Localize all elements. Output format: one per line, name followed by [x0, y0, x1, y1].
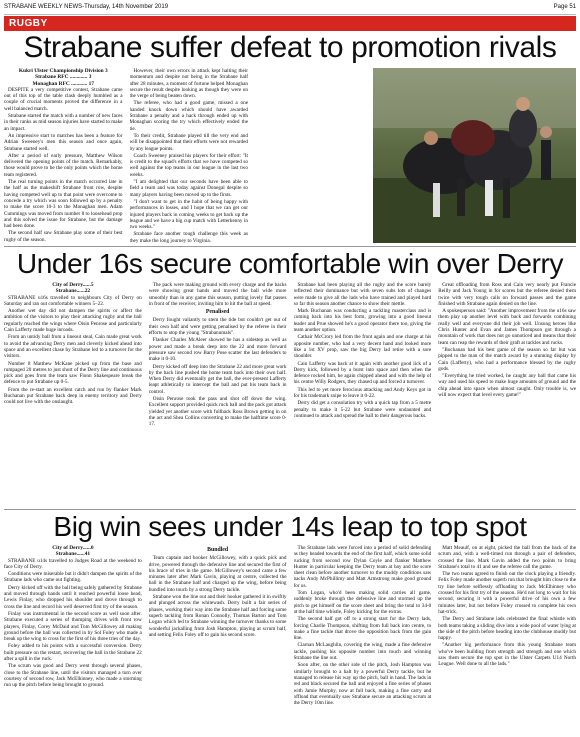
story3-result-line: City of Derry......0	[52, 545, 94, 551]
story3-paragraph: The scrum was good and Derry went through several phases, close to the Strabane line, until the visitors managed a turn over courtesy of second row, Jack McElhinney, who made a storming run up the pitch before being brought to ground.	[4, 663, 142, 689]
story1-paragraph: "I don't want to get in the habit of being happy with performances in losses, and I hope that we can get our injured players back in coming weeks to get back up the league and we have a big cup match with Letterkenny in two weeks."	[129, 198, 248, 231]
story1-column-2	[130, 68, 249, 244]
story1-paragraph: To their credit, Strabane played till the very end and will be disappointed that their efforts were not rewarded by any league points.	[129, 132, 248, 152]
masthead-page-number: Page 51	[553, 4, 576, 10]
story2-paragraph: Derry fought valiantly to stem the tide but couldn't get out of their own half and were getting penalised by the referee in their efforts to stop the young "Strabanumals".	[148, 317, 287, 337]
story3-paragraph: The two teams agreed to finish out the clock playing a friendly. Felix Foley made another superb run that brought him close to the try line before selflessly offloading to Jack McElhinney who crossed for his first try of the season. He'd not long to wait for his second, securing it with a powerful drive of his own a few minutes later, but not before Foley crossed to complete his own hat-trick.	[438, 571, 576, 615]
story3-paragraph: "Another big performance from this young Strabane team who've been building from strength and strength and one which saw them secure the top spot in the Ulster Carpets U14 North League. Well done to all the lads."	[438, 642, 576, 668]
masthead-publication: STRABANE WEEKLY NEWS-Thursday, 14th November 2019	[4, 4, 169, 10]
story2-column-3	[294, 282, 432, 506]
masthead	[4, 2, 576, 15]
story2-paragraph: The pack were making ground with every charge and the backs were showing great hands and moved the ball wide more smoothly than in any game this season, putting lovely flat passes in front of the receiver, inviting him to hit the ball at speed.	[148, 282, 287, 307]
story2-paragraph: From an untidy ball from a lineout steal, Cain made great work to avoid the advancing Derry men and cleverly kicked ahead into space and an excellent chase by Strabane led to a turnover for the visitors.	[4, 334, 142, 360]
story1-paragraph: Strabane started the match with a number of new faces in their ranks as mid season injuries have started to make an impact.	[4, 113, 123, 132]
story3-paragraph: Matt Meaulf, on at eight, picked the ball from the back of the scrum and, with a well-timed run through a pair of defenders, crossed the line. Mark Gavin added the two points to bring Strabane's total to 41 and see the referee call the game.	[438, 545, 576, 570]
story1-column-1	[4, 68, 123, 244]
story2-paragraph: Derry did get a consolation try with a quick tap from a 5 metre penalty to make it 5-22 but Strabane were undaunted and continued to attack and spread the ball to their dangerous backs.	[293, 400, 432, 419]
story2-paragraph: Flanker Charles McAleer showed he has a sidestep as well as power and made a break deep into the 22 and more forward pressure saw second row Barry Pose scatter the last defenders to make it 0-10.	[148, 337, 287, 363]
story3-paragraph: Soon after, on the other side of the pitch, Josh Hampton was similarly brought to a halt by a powerful Derry tackle, but he managed to release his way up the pitch, ball in hand. The lads in red and black secured the ball and enjoyed a fine series of phases with Jamie Murphy, now at full back, making a fine carry and offload that eventually saw Strabane secure an attacking scrum at the Derry 10m line.	[293, 662, 432, 707]
story2-paragraph: Number 8 Matthew McKane picked up from the base and rumpaged 20 metres to just short of the Derry line and continuous pick and goes from the team saw Fionn Shakespeare break the defence to put Strabane up 0-5.	[4, 360, 142, 386]
story1-body	[4, 68, 248, 244]
story3-paragraph: STRABANE u14s travelled to Judges Road at the weekend to face City of Derry.	[4, 557, 142, 570]
story3-column-2	[149, 545, 287, 735]
story2-paragraph: Cain Lafferty was back at it again with another good lick of a Derry kick, followed by a burst into space and then when the defence rocked him, he again chipped ahead and with the help of his centre Willy Rodgers, they chased up and forced a turnover.	[293, 360, 432, 386]
story2-paragraph: Another wet day did not dampen the spirits or affect the ambition of the visitors to play their attacking rugby and the ball regularly reached the wings where Oisin Penrose and particularly Cain Lafferty made huge inroads.	[4, 308, 142, 334]
headline-under-14s: Big win sees under 14s leap to top spot	[53, 511, 527, 542]
story3-column-4	[438, 545, 576, 735]
story3-body	[4, 545, 576, 735]
story3-paragraph: Team captain and hooker McGillowey, with a quick pick and drive, powered through the defensive line and secured the first of his brace of tries in the game. McGillowey's second came a few minutes later after Mark Gavin, playing at centre, collected the ball in the Strabane half and charged up the wing, before being bundled into touch by a strong Derry tackle.	[148, 555, 287, 593]
story2-paragraph: STRABANE u16s travelled to neighbours City of Derry on Saturday and ran out comfortable winners 5–22.	[4, 294, 142, 307]
story2-result-line: Strabane......22	[55, 288, 91, 295]
story3-paragraph: The second half got off to a strong start for the Derry lads, forcing Charlie Thompson, shifting from full back into centre, to make a fine tackle that drove the opposition back from the gain line.	[293, 616, 432, 642]
story3-subhead: Bundled	[207, 547, 229, 553]
headline-under-16s: Under 16s secure comfortable win over Derry	[16, 248, 564, 279]
story2-paragraph: Strabane had been playing all the rugby and the score barely reflected their dominance but with seven subs lots of changes were made to give all the lads who have trained and played hard so far this season another chance to show their mettle.	[293, 282, 432, 307]
story1-paragraph: The second half saw Strabane play some of their best rugby of the season.	[4, 230, 123, 243]
story2-column-2	[149, 282, 287, 506]
story3-result-line: Strabane......41	[55, 551, 91, 558]
story1-paragraph: After a period of early pressure, Matthew Wilson delivered the opening points of the match. Remarkably, those would prove to be the only points which the home team registered.	[4, 152, 123, 178]
story2-subhead: Penalised	[205, 309, 230, 316]
story1-paragraph: An impressive start to matches has been a feature for Adrian Sweeney's men this season and once again, Strabane started well.	[4, 132, 123, 152]
story2-paragraph: A spokesperson said: "Another improvement from the u16s saw them play up another level with back and forwards combining really well and everyone did their job well. Unsung heroes like Chris Hunter and Evan and James Thompson got through a mountain of work that does not go unnoticed and means that their team can reap the rewards of their graft at tackles and rucks.	[438, 308, 576, 346]
story2-paragraph: Derry kicked off deep into the Strabane 22 and more great work by the back line pushed the home team back into their own half. When Derry did eventually get the ball, the ever-present Lafferty leapt athletically to intercept the ball and put his team back in control.	[148, 363, 287, 395]
story2-result-line: City of Derry......5	[52, 282, 94, 288]
story1-paragraph: The real turning points in the match occurred late in the half as the makeshift Strabane front row, despite having competed well up to that point were overcome to concede a try which was soon followed up by a penalty to make the score 10-3 to the Monaghan men. Adam Cummings was moved from number 8 to loosehead prop and this solved the issue for Strabane, but the damage had been done.	[4, 179, 123, 230]
story1-paragraph: The referee, who had a good game, missed a one handed knock down which should have awarded Strabane a penalty and a hack through ended up with Monaghan scoring the try which effectively ended the tie.	[129, 100, 248, 132]
story3-paragraph: The Strabane lads were forced into a period of solid defending as they headed towards the end of the first half, which some solid rucking from second row Dylan Coyle and flanker Matthew Hunter in particular keeping the Derry team at bay and the score sheet clean before another turnover to the muddy conditions saw backs Andy McPhillimy and Matt Armstrong make good ground for us.	[293, 545, 432, 589]
story1-paragraph: Strabane face another tough challenge this week as they make the long journey to Virginia.	[129, 231, 248, 244]
story3-paragraph: The Derry and Strabane lads celebrated the final whistle with both teams taking a sliding dive into a wide pool of water lying at the side of the pitch before heading into the clubhouse muddy but happy.	[438, 616, 576, 642]
story3-paragraph: Conditions were miserable but it didn't dampen the spirits of the Strabane lads who came out fighting.	[4, 571, 142, 584]
story1-paragraph: Coach Sweeney praised his players for their effort: "It is credit to the squad's efforts that we have competed so well against the top teams in our league in the last two weeks.	[129, 152, 248, 178]
story1-result-line: Kukri Ulster Championship Division 3	[18, 68, 108, 74]
story3-paragraph: Derry kicked off with the ball being safely gathered by Strabane and moved through hands until it reached powerful loose head, Lewis Finlay, who dropped his shoulder and drove through to cross the line and record his well deserved first try of the season.	[4, 584, 142, 610]
story2-column-1	[4, 282, 142, 506]
story2-paragraph: This led to yet more ferocious attacking and Andy Keys got in for his trademark snipe to leave it 0-22.	[293, 386, 432, 400]
story2-paragraph: "Buchanan had his best game of the season so far but was pipped to the man of the match award by a stunning display by Cain (Lafferty), who had a performance blessed by the rugby gods.	[438, 346, 576, 372]
story2-paragraph: Cathair McCrory led from the front again and one charge at his opposite number, who had a very decent hand and looked more like a 1st XV prop, saw the big Derry lad retire with a sore shoulder.	[293, 334, 432, 360]
story1-paragraph: DESPITE a very competitive contest, Strabane came out of this top of the table clash deeply humbled as a couple of crucial moments proved the difference in a well balanced match.	[4, 86, 123, 112]
headline-strabane-defeat: Strabane suffer defeat to promotion rivals	[23, 31, 557, 64]
story3-paragraph: Tom Logan, who'd been making solid carries all game, suddenly broke through the defensive line and stormed up the pitch to get himself on the score sheet and bring the total to 34-0 at the half time whistle, Foley kicking for the extras.	[293, 590, 432, 615]
story2-paragraph: From the re-start an excellent catch and run by flanker Mark Buchanan put Strabane back deep in enemy territory and Derry could not live with the onslaught.	[4, 386, 142, 406]
story3-column-1	[4, 545, 142, 735]
story1-paragraph: "I am delighted that our seconds have been able to field a team and was today against Donegal despite so many players having been moved up to the firsts.	[129, 179, 248, 198]
section-label: RUGBY	[4, 16, 576, 31]
story2-column-4	[438, 282, 576, 506]
story3-paragraph: Ciarnan McLaughlin, covering the wing, made a fine defensive tackle, pushing his opposite number into touch and winning Strabane the line out.	[293, 642, 432, 662]
story3-column-3	[294, 545, 432, 735]
story2-paragraph: Oisin Penrose took the pass and shot off down the wing. Excellent support provided quick ruck ball and the pack got attack yielded yet another score with fullback Ross Brown getting in on the act and Shea Collins converting to make the halftime score 0-17.	[148, 396, 287, 428]
story1-result-line: Monaghan RFC ............ 17	[32, 80, 95, 87]
story3-paragraph: Finlay was instrumental in the second score as well soon after. Strabane executed a series of thumping drives with front row players, Finlay, Corey McDaid and Tom McGillowey all making ground before the ball was collected in by Sol Foley who made a break up the wing to cross for the first of his three tries of the day.	[4, 610, 142, 643]
story3-paragraph: Foley added to his points with a successful conversion. Derry built pressure on the restart, recovering the ball in the Strabane 22 after a spill in the ruck.	[4, 643, 142, 663]
story2-paragraph: Great offloading from Ross and Cain very nearly put Francie Reilly and Jack Young in for scores but the referee denied them twice with very tough calls on forward passes and the game finished with Strabane again denied on the line.	[438, 282, 576, 307]
story1-result-line: Strabane RFC ............. 3	[35, 74, 92, 81]
rugby-match-photo	[373, 68, 576, 243]
story2-paragraph: Mark Buchanan was conducting a tackling masterclass and is coming back into his best form, growing into a good lineout leader and Prue showed he's a good operator there too, giving the team another option.	[293, 308, 432, 334]
story2-paragraph: "Everything he tried worked, he caught any ball that came his way and used his speed to make huge amounts of ground and the chip ahead into space when almost caught. Only trouble is, we will now expect that level every game!"	[438, 373, 576, 399]
story2-body	[4, 282, 576, 506]
story1-paragraph: However, their own errors in attack kept halting their momentum and despite not being in the Strabane half after 28 minutes, a moment of fortune helped Monaghan secure the result despite looking as though they were on the verge of being beaten down.	[129, 68, 248, 100]
story3-paragraph: Strabane won the line out and their hooker gathered it in swiftly and plunged across the whitewash. Derry built a fair series of phases, working their way into the Strabane half and forcing some superb tackling from Ronan Connolly, Thomas Barton and Tom Logan which led to Strabane winning the turnover thanks to some wonderful jackalling from Josh Hampton, playing at scrum half, and setting Felix Foley off to gain his second score.	[148, 594, 287, 638]
